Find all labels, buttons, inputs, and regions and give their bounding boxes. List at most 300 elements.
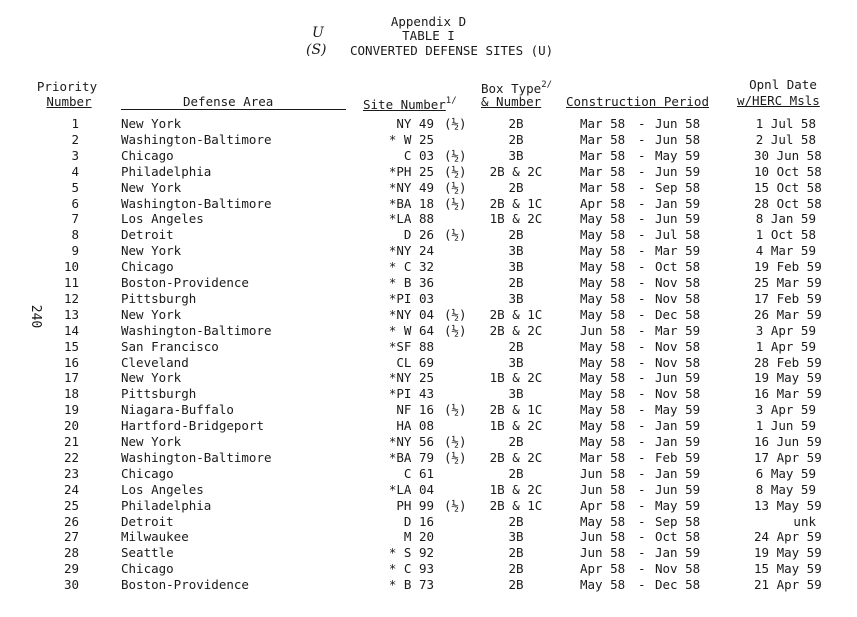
box-type-cell: 2B & 1C [489, 195, 543, 211]
construction-end-cell: Jan 59 [655, 545, 701, 561]
construction-start-cell: May 58 [580, 370, 626, 386]
box-type-cell: 3B [508, 529, 524, 545]
defense-area-cell: Washington-Baltimore [121, 131, 272, 147]
construction-start-cell: Mar 58 [580, 116, 626, 131]
construction-end-cell: Jan 59 [655, 195, 701, 211]
table-row [0, 291, 857, 307]
box-type-cell: 3B [508, 386, 524, 402]
table-row [0, 196, 857, 212]
period-separator: - [638, 259, 646, 275]
box-type-label: Box Type [481, 81, 542, 96]
construction-start-cell: May 58 [580, 290, 626, 306]
table-row [0, 164, 857, 180]
table-row [0, 434, 857, 450]
construction-end-cell: Jun 59 [655, 370, 701, 386]
construction-end-cell: Mar 59 [655, 322, 701, 338]
opnl-date-cell: 3 Apr 59 [755, 322, 816, 338]
period-separator: - [638, 227, 646, 243]
table-row [0, 355, 857, 371]
opnl-date-cell: 8 Jan 59 [755, 211, 816, 227]
opnl-date-cell: 28 Oct 58 [754, 195, 822, 211]
construction-start-cell: May 58 [580, 434, 626, 449]
box-type-cell: 2B & 1C [489, 306, 543, 322]
construction-start-cell: May 58 [580, 227, 626, 243]
construction-end-cell: Oct 58 [655, 259, 701, 275]
construction-start-cell: Mar 58 [580, 163, 626, 179]
priority-number-cell: 16 [63, 354, 79, 370]
table-row [0, 180, 857, 196]
priority-number-cell: 14 [63, 322, 79, 338]
defense-area-cell: New York [121, 116, 182, 131]
construction-start-cell: Mar 58 [580, 131, 626, 147]
period-separator: - [638, 497, 646, 513]
construction-end-cell: Jun 58 [655, 116, 701, 131]
priority-number-cell: 5 [71, 179, 79, 195]
period-separator: - [638, 370, 646, 386]
priority-number-cell: 12 [63, 290, 79, 306]
priority-number-cell: 1 [71, 116, 79, 131]
site-number-cell: * W 64 [388, 322, 434, 338]
table-row [0, 386, 857, 402]
defense-area-rule [121, 109, 346, 110]
table-row [0, 307, 857, 323]
box-type-cell: 2B [508, 513, 524, 529]
priority-number-cell: 4 [71, 163, 79, 179]
opnl-date-cell: 28 Feb 59 [754, 354, 822, 370]
box-type-cell: 2B [508, 116, 524, 131]
opnl-date-cell: 2 Jul 58 [755, 131, 816, 147]
site-number-cell: NY 49 [396, 116, 434, 131]
site-number-cell: * C 32 [388, 259, 434, 275]
box-type-cell: 3B [508, 243, 524, 259]
priority-number-cell: 18 [63, 386, 79, 402]
priority-number-cell: 20 [63, 418, 79, 434]
handwritten-classification-mark: U [312, 25, 324, 41]
half-site-cell: (½) [444, 163, 467, 179]
construction-start-cell: May 58 [580, 259, 626, 275]
defense-area-cell: Boston-Providence [121, 275, 249, 290]
defense-area-cell: Chicago [121, 259, 174, 275]
construction-end-cell: Nov 58 [655, 354, 701, 370]
site-number-cell: C 03 [403, 147, 434, 163]
appendix-label: Appendix D [390, 14, 467, 29]
construction-start-cell: Apr 58 [580, 195, 626, 211]
defense-area-cell: Chicago [121, 147, 174, 163]
priority-number-cell: 8 [71, 227, 79, 243]
construction-start-cell: May 58 [580, 386, 626, 402]
opnl-date-cell: 25 Mar 59 [754, 275, 822, 290]
defense-area-cell: Hartford-Bridgeport [121, 418, 264, 434]
opnl-date-cell: 19 May 59 [754, 545, 822, 561]
half-site-cell: (½) [444, 179, 467, 195]
opnl-date-cell: 4 Mar 59 [755, 243, 816, 259]
box-type-cell: 2B [508, 179, 524, 195]
opnl-date-cell: 1 Apr 59 [755, 338, 816, 354]
table-row [0, 498, 857, 514]
site-number-footnote-ref: 1/ [445, 96, 457, 106]
col-construction-head: Construction Period [566, 94, 709, 109]
construction-end-cell: May 59 [655, 402, 701, 418]
period-separator: - [638, 306, 646, 322]
defense-area-cell: Pittsburgh [121, 386, 197, 402]
construction-start-cell: May 58 [580, 243, 626, 259]
defense-area-cell: Washington-Baltimore [121, 322, 272, 338]
col-box-type-head-2: & Number [481, 94, 542, 109]
construction-end-cell: Jan 59 [655, 434, 701, 449]
appendix-heading [0, 14, 857, 29]
opnl-date-cell: 24 Apr 59 [754, 529, 822, 545]
construction-end-cell: Nov 58 [655, 275, 701, 290]
site-number-label: Site Number [363, 97, 446, 112]
period-separator: - [638, 529, 646, 545]
site-number-cell: D 26 [403, 227, 434, 243]
box-type-cell: 3B [508, 290, 524, 306]
defense-area-cell: New York [121, 434, 182, 449]
construction-end-cell: Oct 58 [655, 529, 701, 545]
defense-area-cell: Washington-Baltimore [121, 449, 272, 465]
opnl-date-cell: 1 Jul 58 [755, 116, 816, 131]
opnl-date-cell: 26 Mar 59 [754, 306, 822, 322]
half-site-cell: (½) [444, 195, 467, 211]
construction-start-cell: Apr 58 [580, 561, 626, 577]
opnl-date-cell: 1 Jun 59 [755, 418, 816, 434]
priority-number-cell: 24 [63, 481, 79, 497]
construction-start-cell: May 58 [580, 418, 626, 434]
defense-area-cell: Pittsburgh [121, 290, 197, 306]
construction-start-cell: Jun 58 [580, 322, 626, 338]
site-number-cell: * S 92 [388, 545, 434, 561]
construction-end-cell: Jul 58 [655, 227, 701, 243]
site-number-cell: *PH 25 [388, 163, 434, 179]
table-row [0, 148, 857, 164]
defense-area-cell: New York [121, 370, 182, 386]
opnl-date-cell: 19 Feb 59 [754, 259, 822, 275]
construction-start-cell: May 58 [580, 338, 626, 354]
table-row [0, 323, 857, 339]
site-number-cell: NF 16 [396, 402, 434, 418]
construction-end-cell: Nov 58 [655, 290, 701, 306]
defense-area-cell: Boston-Providence [121, 577, 249, 593]
defense-area-cell: Milwaukee [121, 529, 189, 545]
table-heading [0, 28, 857, 43]
opnl-date-cell: 16 Mar 59 [754, 386, 822, 402]
opnl-date-cell: 17 Feb 59 [754, 290, 822, 306]
construction-start-cell: Jun 58 [580, 529, 626, 545]
table-row [0, 116, 857, 132]
period-separator: - [638, 561, 646, 577]
site-number-cell: HA 08 [396, 418, 434, 434]
table-row [0, 450, 857, 466]
table-row [0, 577, 857, 593]
period-separator: - [638, 243, 646, 259]
period-separator: - [638, 147, 646, 163]
opnl-date-cell: 19 May 59 [754, 370, 822, 386]
box-type-cell: 2B & 2C [489, 322, 543, 338]
col-defense-area-head: Defense Area [183, 94, 274, 109]
half-site-cell: (½) [444, 449, 467, 465]
box-type-cell: 2B [508, 465, 524, 481]
half-site-cell: (½) [444, 306, 467, 322]
site-number-cell: * W 25 [388, 131, 434, 147]
table-row [0, 370, 857, 386]
site-number-cell: *NY 04 [388, 306, 434, 322]
defense-area-cell: Los Angeles [121, 481, 204, 497]
priority-number-cell: 19 [63, 402, 79, 418]
construction-start-cell: May 58 [580, 513, 626, 529]
defense-area-cell: Seattle [121, 545, 174, 561]
site-number-cell: * B 36 [388, 275, 434, 290]
col-opnl-date-head-2: w/HERC Msls [737, 93, 820, 108]
period-separator: - [638, 481, 646, 497]
opnl-date-cell: 16 Jun 59 [754, 434, 822, 449]
table-row [0, 545, 857, 561]
box-type-cell: 2B [508, 545, 524, 561]
construction-start-cell: Mar 58 [580, 147, 626, 163]
period-separator: - [638, 354, 646, 370]
construction-start-cell: Jun 58 [580, 545, 626, 561]
site-number-cell: *BA 79 [388, 449, 434, 465]
opnl-date-cell: 3 Apr 59 [755, 402, 816, 418]
defense-area-cell: Philadelphia [121, 163, 212, 179]
box-type-cell: 2B [508, 227, 524, 243]
table-row [0, 514, 857, 530]
period-separator: - [638, 211, 646, 227]
table-row [0, 529, 857, 545]
period-separator: - [638, 322, 646, 338]
box-type-cell: 2B & 2C [489, 449, 543, 465]
construction-end-cell: Nov 58 [655, 338, 701, 354]
opnl-date-cell: 8 May 59 [755, 481, 816, 497]
half-site-cell: (½) [444, 434, 467, 449]
site-number-cell: PH 99 [396, 497, 434, 513]
half-site-cell: (½) [444, 116, 467, 131]
table-row [0, 227, 857, 243]
site-number-cell: *LA 88 [388, 211, 434, 227]
priority-number-cell: 17 [63, 370, 79, 386]
construction-start-cell: Jun 58 [580, 465, 626, 481]
box-type-cell: 1B & 2C [489, 418, 543, 434]
box-type-cell: 2B [508, 338, 524, 354]
box-type-cell: 1B & 2C [489, 481, 543, 497]
construction-end-cell: Sep 58 [655, 513, 701, 529]
priority-number-cell: 2 [71, 131, 79, 147]
construction-end-cell: Mar 59 [655, 243, 701, 259]
period-separator: - [638, 545, 646, 561]
priority-number-cell: 6 [71, 195, 79, 211]
col-priority-head-1: Priority [36, 79, 98, 94]
defense-area-cell: Detroit [121, 513, 174, 529]
period-separator: - [638, 163, 646, 179]
half-site-cell: (½) [444, 322, 467, 338]
construction-end-cell: Nov 58 [655, 386, 701, 402]
opnl-date-cell: 6 May 59 [755, 465, 816, 481]
construction-start-cell: Mar 58 [580, 449, 626, 465]
table-row [0, 418, 857, 434]
site-number-cell: *NY 24 [388, 243, 434, 259]
table-row [0, 275, 857, 291]
table-title: CONVERTED DEFENSE SITES (U) [350, 43, 554, 58]
table-row [0, 482, 857, 498]
half-site-cell: (½) [444, 147, 467, 163]
priority-number-cell: 30 [63, 577, 79, 593]
period-separator: - [638, 195, 646, 211]
box-type-cell: 2B & 1C [489, 497, 543, 513]
period-separator: - [638, 465, 646, 481]
site-number-cell: *PI 43 [388, 386, 434, 402]
construction-end-cell: Jun 59 [655, 163, 701, 179]
table-row [0, 466, 857, 482]
construction-start-cell: May 58 [580, 354, 626, 370]
defense-area-cell: Chicago [121, 561, 174, 577]
defense-area-cell: Detroit [121, 227, 174, 243]
table-row [0, 243, 857, 259]
defense-area-cell: San Francisco [121, 338, 219, 354]
construction-end-cell: Jun 58 [655, 131, 701, 147]
priority-number-cell: 29 [63, 561, 79, 577]
site-number-cell: *PI 03 [388, 290, 434, 306]
construction-end-cell: Nov 58 [655, 561, 701, 577]
priority-number-cell: 13 [63, 306, 79, 322]
opnl-date-cell: 13 May 59 [754, 497, 822, 513]
box-type-cell: 3B [508, 354, 524, 370]
defense-area-cell: New York [121, 306, 182, 322]
construction-start-cell: May 58 [580, 402, 626, 418]
opnl-date-cell: 21 Apr 59 [754, 577, 822, 593]
construction-end-cell: Jun 59 [655, 211, 701, 227]
period-separator: - [638, 577, 646, 593]
priority-number-cell: 9 [71, 243, 79, 259]
site-number-cell: *NY 49 [388, 179, 434, 195]
box-type-cell: 1B & 2C [489, 211, 543, 227]
box-type-cell: 2B & 2C [489, 163, 543, 179]
table-label: TABLE I [402, 28, 455, 43]
defense-area-cell: Philadelphia [121, 497, 212, 513]
period-separator: - [638, 449, 646, 465]
defense-area-cell: New York [121, 243, 182, 259]
period-separator: - [638, 513, 646, 529]
period-separator: - [638, 418, 646, 434]
construction-start-cell: Apr 58 [580, 497, 626, 513]
box-type-cell: 1B & 2C [489, 370, 543, 386]
site-number-cell: D 16 [403, 513, 434, 529]
opnl-date-cell: 15 Oct 58 [754, 179, 822, 195]
construction-start-cell: May 58 [580, 211, 626, 227]
period-separator: - [638, 434, 646, 449]
priority-number-cell: 25 [63, 497, 79, 513]
table-row [0, 339, 857, 355]
box-type-cell: 2B & 1C [489, 402, 543, 418]
site-number-cell: C 61 [403, 465, 434, 481]
box-type-cell: 2B [508, 561, 524, 577]
opnl-date-cell: 17 Apr 59 [754, 449, 822, 465]
site-number-cell: *SF 88 [388, 338, 434, 354]
construction-end-cell: Dec 58 [655, 577, 701, 593]
defense-area-cell: Chicago [121, 465, 174, 481]
struck-classification-mark: (S) [306, 42, 327, 58]
period-separator: - [638, 275, 646, 290]
site-number-cell: *BA 18 [388, 195, 434, 211]
opnl-date-cell: 10 Oct 58 [754, 163, 822, 179]
period-separator: - [638, 116, 646, 131]
construction-start-cell: Mar 58 [580, 179, 626, 195]
col-site-number-head [363, 94, 457, 112]
col-priority-head-2: Number [46, 94, 92, 109]
period-separator: - [638, 131, 646, 147]
priority-number-cell: 22 [63, 449, 79, 465]
table-row [0, 259, 857, 275]
defense-area-cell: Washington-Baltimore [121, 195, 272, 211]
priority-number-cell: 10 [63, 259, 79, 275]
period-separator: - [638, 338, 646, 354]
construction-start-cell: May 58 [580, 577, 626, 593]
construction-end-cell: May 59 [655, 497, 701, 513]
priority-number-cell: 3 [71, 147, 79, 163]
construction-end-cell: Jan 59 [655, 465, 701, 481]
period-separator: - [638, 290, 646, 306]
priority-number-cell: 27 [63, 529, 79, 545]
construction-end-cell: Dec 58 [655, 306, 701, 322]
construction-end-cell: Sep 58 [655, 179, 701, 195]
site-number-cell: *NY 56 [388, 434, 434, 449]
period-separator: - [638, 179, 646, 195]
table-row [0, 211, 857, 227]
priority-number-cell: 15 [63, 338, 79, 354]
box-type-cell: 2B [508, 577, 524, 593]
site-number-cell: * B 73 [388, 577, 434, 593]
construction-start-cell: May 58 [580, 306, 626, 322]
opnl-date-cell: 1 Oct 58 [755, 227, 816, 243]
table-row [0, 561, 857, 577]
box-type-cell: 2B [508, 275, 524, 290]
site-number-cell: * C 93 [388, 561, 434, 577]
box-type-cell: 3B [508, 259, 524, 275]
opnl-date-cell: unk [793, 513, 816, 529]
col-opnl-date-head-1: Opnl Date [749, 77, 817, 92]
priority-number-cell: 26 [63, 513, 79, 529]
site-number-cell: *NY 25 [388, 370, 434, 386]
construction-end-cell: Feb 59 [655, 449, 701, 465]
half-site-cell: (½) [444, 227, 467, 243]
construction-end-cell: Jan 59 [655, 418, 701, 434]
box-type-cell: 2B [508, 131, 524, 147]
priority-number-cell: 23 [63, 465, 79, 481]
construction-start-cell: May 58 [580, 275, 626, 290]
priority-number-cell: 21 [63, 434, 79, 449]
site-number-cell: M 20 [403, 529, 434, 545]
margin-page-number: 240 [28, 304, 44, 329]
defense-area-cell: Los Angeles [121, 211, 204, 227]
priority-number-cell: 11 [63, 275, 79, 290]
period-separator: - [638, 402, 646, 418]
construction-end-cell: May 59 [655, 147, 701, 163]
defense-area-cell: New York [121, 179, 182, 195]
box-type-cell: 2B [508, 434, 524, 449]
box-type-footnote-ref: 2/ [541, 80, 553, 90]
site-number-cell: CL 69 [396, 354, 434, 370]
table-row [0, 402, 857, 418]
period-separator: - [638, 386, 646, 402]
half-site-cell: (½) [444, 402, 467, 418]
priority-number-cell: 7 [71, 211, 79, 227]
half-site-cell: (½) [444, 497, 467, 513]
opnl-date-cell: 15 May 59 [754, 561, 822, 577]
defense-area-cell: Niagara-Buffalo [121, 402, 234, 418]
construction-end-cell: Jun 59 [655, 481, 701, 497]
box-type-cell: 3B [508, 147, 524, 163]
table-row [0, 132, 857, 148]
site-number-cell: *LA 04 [388, 481, 434, 497]
opnl-date-cell: 30 Jun 58 [754, 147, 822, 163]
